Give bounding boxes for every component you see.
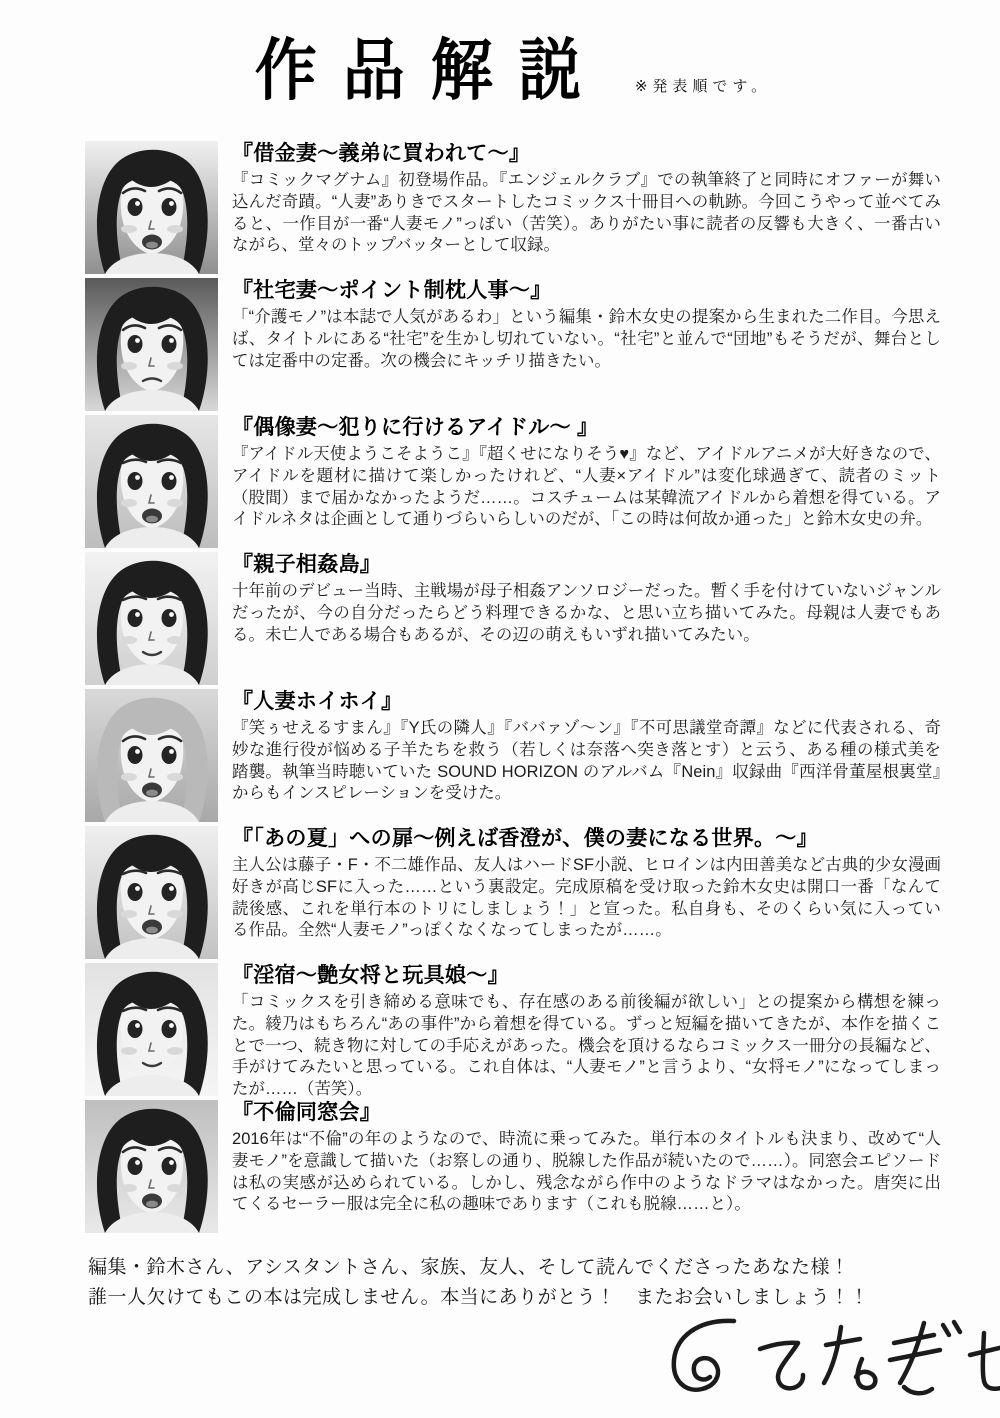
character-portrait-image <box>85 689 218 822</box>
work-title: 『人妻ホイホイ』 <box>232 690 403 713</box>
page-title-note: ※発表順です。 <box>634 78 772 95</box>
work-text-block <box>232 963 941 1099</box>
work-description: 2016年は“不倫”の年のようなので、時流に乗ってみた。単行本のタイトルも決まり、改めて“人妻モノ”を意識して描いた（お察しの通り、脱線した作品が続いたので……）。同窓会エピソードは私の実感が込められている。しかし、残念ながら作中のようなドラマはなかった。唐突に出てくるセーラー服は完全に私の趣味であります（これも脱線……と）。 <box>232 1130 941 1214</box>
work-entry <box>85 552 941 685</box>
work-title: 『社宅妻～ポイント制枕人事～』 <box>232 279 552 302</box>
work-text-block <box>232 141 941 274</box>
page-title: 作品解説 <box>254 31 607 110</box>
acknowledgements <box>88 1253 948 1313</box>
author-signature <box>648 1315 1000 1418</box>
work-entry <box>85 415 941 548</box>
work-text-block <box>232 552 941 685</box>
page-header <box>0 31 1000 110</box>
work-list <box>85 141 941 1237</box>
character-portrait-image <box>85 826 218 959</box>
work-title: 『淫宿～艶女将と玩具娘～』 <box>232 964 509 987</box>
work-entry <box>85 1100 941 1233</box>
work-entry <box>85 963 941 1099</box>
work-title: 『不倫同窓会』 <box>232 1101 382 1124</box>
character-portrait-image <box>85 415 218 548</box>
acknowledgement-line-2: 誰一人欠けてもこの本は完成しません。本当にありがとう！ またお会いしましょう！！ <box>88 1287 870 1308</box>
work-text-block <box>232 278 941 411</box>
work-description: 主人公は藤子・F・不二雄作品、友人はハードSF小説、ヒロインは内田善美など古典的少女漫画好きが高じSFに入った……という裏設定。完成原稿を受け取った鈴木女史は開口一番「なんて読後感、これを単行本のトリにしましょう！」と宣った。私自身も、そのくらい気に入っている作品。全然“人妻モノ”っぽくなくなってしまったが……。 <box>232 856 941 940</box>
work-entry <box>85 689 941 822</box>
work-description: 『アイドル天使ようこそようこ』『超くせになりそう♥』など、アイドルアニメが大好きなので、アイドルを題材に描けて楽しかったけれど、“人妻×アイドル”は変化球過ぎて、読者のミット（股間）まで届かなかったようだ……。コスチュームは某韓流アイドルから着想を得ている。アイドルネタは企画として通りづらいらしいのだが、「この時は何故か通った」と鈴木女史の弁。 <box>232 445 941 529</box>
work-title: 『「あの夏」への扉～例えば香澄が、僕の妻になる世界。～』 <box>232 827 818 850</box>
signature-handwriting <box>648 1315 1000 1418</box>
acknowledgement-line-1: 編集・鈴木さん、アシスタントさん、家族、友人、そして読んでくださったあなた様！ <box>88 1257 850 1278</box>
work-text-block <box>232 826 941 959</box>
work-description: 「コミックスを引き締める意味でも、存在感のある前後編が欲しい」との提案から構想を練った。綾乃はもちろん“あの事件”から着想を得ている。ずっと短編を描いてきたが、本作を描くことで一つ、続き物に対しての手応えがあった。機会を頂けるならコミックス一冊分の長編など、手がけてみたいと思っている。これ自体は、“人妻モノ”と言うより、“女将モノ”になってしまったが……（苦笑）。 <box>232 993 941 1099</box>
work-entry <box>85 141 941 274</box>
character-portrait-image <box>85 278 218 411</box>
work-description: 『コミックマグナム』初登場作品。『エンジェルクラブ』での執筆終了と同時にオファーが舞い込んだ奇蹟。“人妻”ありきでスタートしたコミックス十冊目への軌跡。今回こうやって並べてみると、一作目が一番“人妻モノ”っぽい（苦笑）。ありがたい事に読者の反響も大きく、一番古いながら、堂々のトップバッターとして収録。 <box>232 171 941 255</box>
work-title: 『偶像妻～犯りに行けるアイドル～ 』 <box>232 416 599 439</box>
work-description: 『笑ぅせえるすまん』『Y氏の隣人』『ババァゾ～ン』『不可思議堂奇譚』などに代表される、奇妙な進行役が悩める子羊たちを救う（若しくは奈落へ突き落とす）と云う、ある種の様式美を踏襲。執筆当時聴いていた SOUND HORIZON のアルバム『Nein』収録曲『西洋骨董屋根裏堂』からもインスピレーションを受けた。 <box>232 719 941 803</box>
work-entry <box>85 826 941 959</box>
character-portrait-image <box>85 552 218 685</box>
work-description: 十年前のデビュー当時、主戦場が母子相姦アンソロジーだった。暫く手を付けていないジャンルだったが、今の自分だったらどう料理できるかな、と思い立ち描いてみた。母親は人妻でもある。未亡人である場合もあるが、その辺の萌えもいずれ描いてみたい。 <box>232 582 941 644</box>
character-portrait-image <box>85 141 218 274</box>
work-entry <box>85 278 941 411</box>
work-text-block <box>232 689 941 822</box>
character-portrait-image <box>85 963 218 1096</box>
work-description: 「“介護モノ”は本誌で人気があるわ」という編集・鈴木女史の提案から生まれた二作目。今思えば、タイトルにある“社宅”を生かし切れていない。“社宅”と並んで“団地”もそうだが、舞台としては定番中の定番。次の機会にキッチリ描きたい。 <box>232 308 941 370</box>
work-text-block <box>232 1100 941 1233</box>
character-portrait-image <box>85 1100 218 1233</box>
work-title: 『親子相姦島』 <box>232 553 382 576</box>
work-text-block <box>232 415 941 548</box>
work-title: 『借金妻～義弟に買われて～』 <box>232 142 531 165</box>
